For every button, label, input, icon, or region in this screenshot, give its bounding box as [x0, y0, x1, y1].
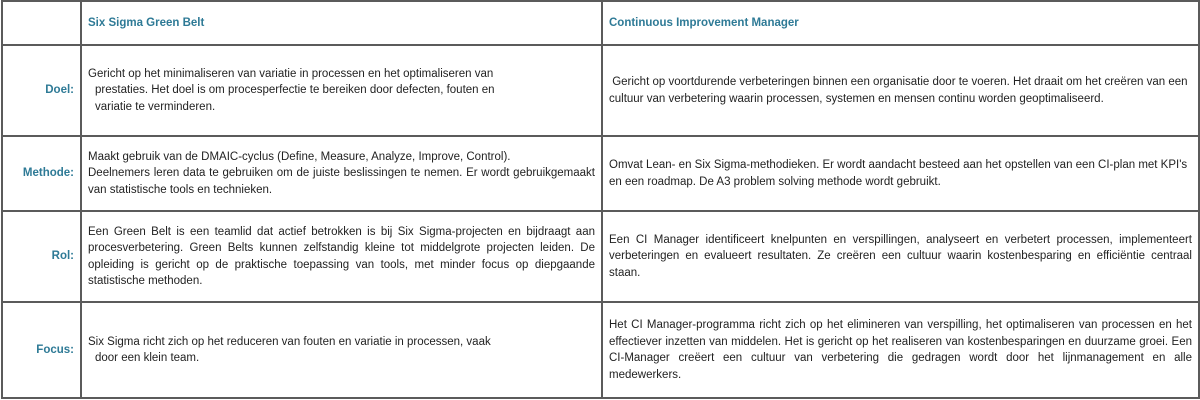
row-doel [2, 45, 1199, 136]
row-rol [2, 211, 1199, 302]
focus-green-belt-line-2: door een klein team. [95, 352, 200, 364]
doel-green-belt-line-2: prestaties. Het doel is om procesperfectie te bereiken door defecten, fouten en [95, 84, 495, 97]
row-label-doel: Doel: [2, 45, 81, 136]
doel-ci-manager-cell: Gericht op voortdurende verbeteringen binnen een organisatie door te voeren. Het draait om het creëren van een cultuur van verbetering waarin processen, systemen en mensen continu worden geoptimaliseerd. [602, 45, 1199, 136]
header-ci-manager: Continuous Improvement Manager [602, 1, 1199, 45]
doel-green-belt-line-1: Gericht op het minimaliseren van variatie in processen en het optimaliseren van [88, 67, 494, 80]
header-empty-cell [2, 1, 81, 45]
methode-green-belt-line-1: Maakt gebruik van de DMAIC-cyclus (Define, Measure, Analyze, Improve, Control). [88, 150, 511, 163]
row-label-methode: Methode: [2, 136, 81, 211]
doel-green-belt-line-3: variatie te verminderen. [95, 100, 216, 113]
header-row [2, 1, 1199, 45]
focus-ci-manager-cell: Het CI Manager-programma richt zich op het elimineren van verspilling, het optimaliseren van processen en het effectiever inzetten van middelen. Het is gericht op het realiseren van kostenbesparingen en duurzame groei. Een CI-Manager creëert een cultuur van verbetering die gedragen wordt door het lijnmanagement en alle medewerkers. [602, 302, 1199, 398]
header-six-sigma-green-belt: Six Sigma Green Belt [81, 1, 602, 45]
focus-green-belt-cell [81, 302, 602, 398]
methode-green-belt-cell [81, 136, 602, 211]
methode-ci-manager-cell: Omvat Lean- en Six Sigma-methodieken. Er wordt aandacht besteed aan het opstellen van een CI-plan met KPI's en een roadmap. De A3 problem solving methode wordt gebruikt. [602, 136, 1199, 211]
row-focus [2, 302, 1199, 398]
methode-green-belt-line-2: Deelnemers leren data te gebruiken om de juiste beslissingen te nemen. Er wordt gebruikgemaakt van statistische tools en technieken. [88, 167, 595, 196]
row-label-focus: Focus: [2, 302, 81, 398]
row-label-rol: Rol: [2, 211, 81, 302]
rol-ci-manager-cell: Een CI Manager identificeert knelpunten en verspillingen, analyseert en verbetert processen, implementeert verbeteringen en evalueert resultaten. Ze creëren een cultuur waarin kostenbesparing en efficiëntie centraal staan. [602, 211, 1199, 302]
comparison-table [1, 0, 1200, 399]
doel-green-belt-cell [81, 45, 602, 136]
focus-green-belt-line-1: Six Sigma richt zich op het reduceren van fouten en variatie in processen, vaak [88, 335, 491, 348]
rol-green-belt-cell: Een Green Belt is een teamlid dat actief betrokken is bij Six Sigma-projecten en bijdraagt aan procesverbetering. Green Belts kunnen zelfstandig kleine tot middelgrote projecten leiden. De opleiding is gericht op de praktische toepassing van tools, met minder focus op diepgaande statistische methoden. [81, 211, 602, 302]
row-methode [2, 136, 1199, 211]
